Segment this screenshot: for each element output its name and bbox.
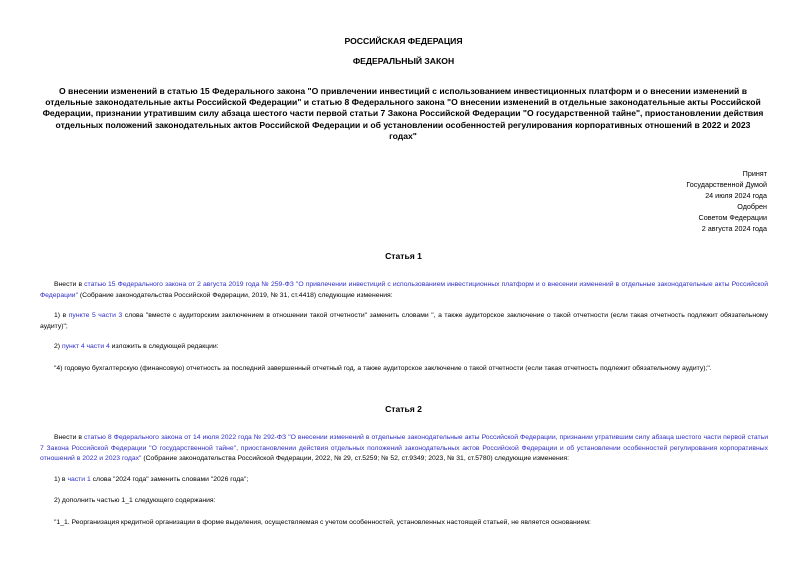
article-2-quote: "1_1. Реорганизация кредитной организации в форме выделения, осуществляемая с учетом особенностей, установленных настоящей статьей, не является основанием: (54, 519, 591, 526)
intro-text: Внести в (54, 434, 85, 441)
adoption-line: Советом Федерации (698, 213, 767, 222)
adoption-line: 24 июля 2024 года (705, 191, 767, 200)
article-2-intro (40, 433, 768, 465)
adoption-line: Принят (742, 169, 767, 178)
item-text: 1) в (54, 476, 68, 483)
link-point4-part4[interactable]: пункт 4 части 4 (61, 343, 110, 350)
title-link-article8[interactable]: статью 8 Федерального закона "О внесении изменений в отдельные законодательные акты Российской Федерации, признании утратившим силу абзаца шестого части первой статьи 7 Закона Российской Федерации "О государственной тайне", приостановлении действия отдельных положений законодательных актов Российской Федерации и об установлении особенностей регулирования корпоративных отношений в 2022 и 2023 годах" (42, 97, 764, 141)
item-text: изложить в следующей редакции: (109, 343, 219, 350)
link-point5-part3[interactable]: пункте 5 части 3 (68, 312, 123, 319)
law-type-heading: ФЕДЕРАЛЬНЫЙ ЗАКОН (352, 56, 455, 66)
title-text-2: и (301, 97, 312, 108)
item-text: слова "2024 года" заменить словами "2026 года"; (90, 476, 249, 483)
article-1-intro (40, 280, 768, 301)
adoption-block (686, 168, 767, 234)
article-2-item-1 (40, 475, 768, 486)
item-text: 2) (54, 343, 62, 350)
item-text: 1) в (54, 312, 69, 319)
federation-heading: РОССИЙСКАЯ ФЕДЕРАЦИЯ (344, 36, 463, 46)
intro-text: (Собрание законодательства Российской Федерации, 2019, № 31, ст.4418) следующие изменения: (78, 291, 393, 299)
adoption-line: 2 августа 2024 года (701, 224, 767, 233)
adoption-line: Государственной Думой (686, 180, 767, 189)
article-1-heading: Статья 1 (385, 251, 422, 261)
article-1-item-1 (40, 311, 768, 332)
link-article8-law292[interactable]: статью 8 Федерального закона от 14 июля 2022 года № 292-ФЗ "О внесении изменений в отдельные законодательные акты Российской Федерации, признании утратившим силу абзаца шестого части первой статьи 7 Закона Российской Федерации "О государственной тайне", приостановлении действия отдельных положений законодательных актов Российской Федерации и об установлении особенностей регулирования корпоративных отношений в 2022 и 2023 годах" (40, 434, 768, 463)
intro-text: Внести в (54, 281, 85, 288)
title-text-1: О внесении изменений в (58, 86, 168, 96)
intro-text: (Собрание законодательства Российской Федерации, 2022, № 29, ст.5259; № 52, ст.9349; 2023, № 31, ст.5780) следующие изменения: (141, 455, 570, 463)
article-2-heading: Статья 2 (385, 404, 422, 414)
law-title (42, 86, 764, 142)
article-1-quote: "4) годовую бухгалтерскую (финансовую) отчетность за последний завершенный отчетный год, а также аудиторское заключение о такой отчетности (если такая отчетность подлежит обязательному аудиту);". (54, 365, 712, 372)
item-text: слова "вместе с аудиторским заключением в отношении такой отчетности" заменить словами ", а также аудиторское заключение о такой отчетности (если такая отчетность подлежит обязательному аудиту)"; (40, 312, 768, 330)
link-part1[interactable]: части 1 (67, 476, 91, 483)
title-link-article15[interactable]: статью 15 Федерального закона "О привлечении инвестиций с использованием инвестиционных платформ и о внесении изменений в отдельные законодательные акты Российской Федерации" (45, 86, 748, 108)
article-2-item-2: 2) дополнить частью 1_1 следующего содержания: (54, 497, 216, 504)
adoption-line: Одобрен (737, 202, 767, 211)
link-article15-law259[interactable]: статью 15 Федерального закона от 2 августа 2019 года № 259-ФЗ "О привлечении инвестиций с использованием инвестиционных платформ и о внесении изменений в отдельные законодательные акты Российской Федерации" (40, 281, 768, 299)
article-1-item-2 (40, 342, 768, 353)
